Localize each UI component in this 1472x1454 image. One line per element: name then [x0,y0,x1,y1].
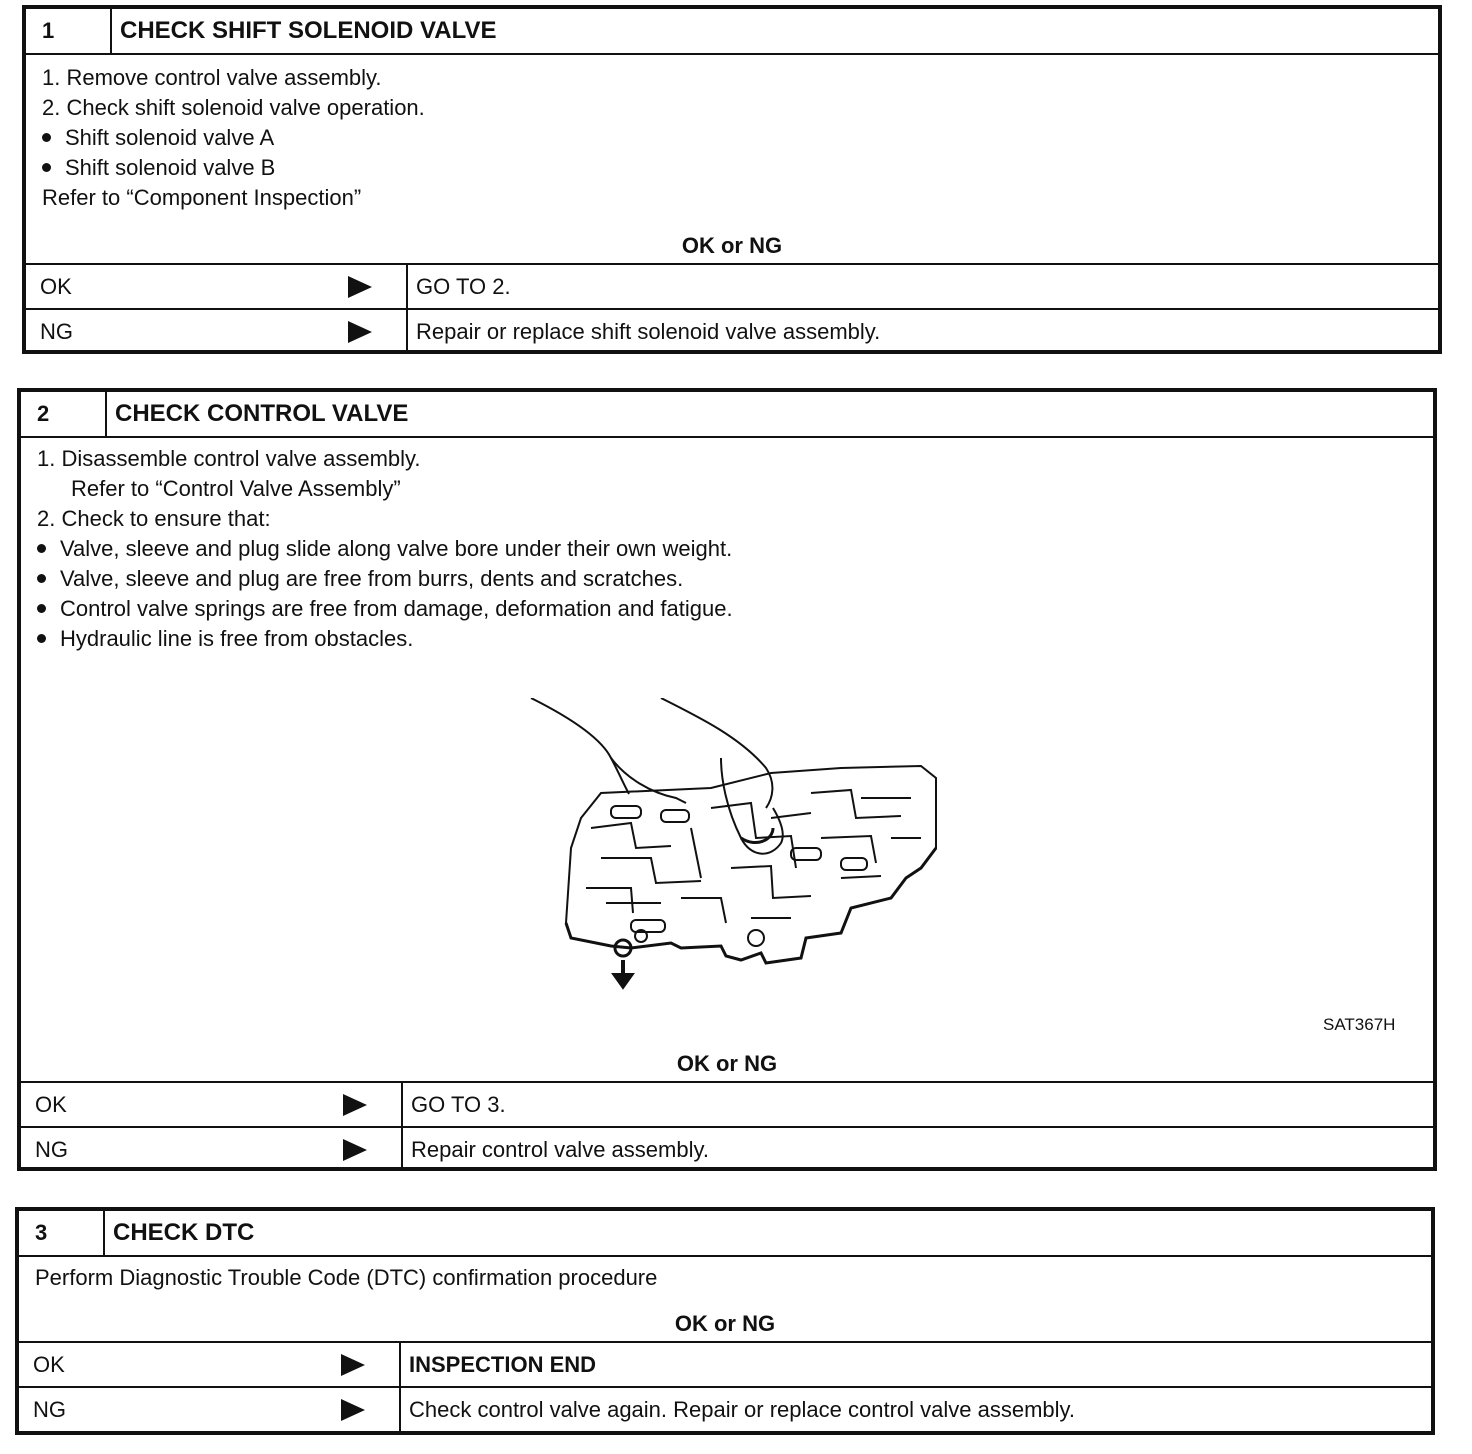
ok-or-ng-label: OK or NG [681,233,783,258]
arrow-right-icon [348,276,372,298]
ng-row [21,1126,1433,1171]
ok-or-ng-label: OK or NG [676,1051,778,1076]
control-valve-illustration [511,698,971,1018]
step-1-instructions [26,55,1438,229]
step-title: CHECK DTC [113,1219,255,1246]
ng-label: NG [33,1396,66,1422]
ok-label: OK [40,273,72,299]
ng-label: NG [35,1136,68,1162]
ng-label: NG [40,318,73,344]
instruction-line: Perform Diagnostic Trouble Code (DTC) confirmation procedure [35,1265,658,1290]
instruction-line: Refer to “Control Valve Assembly” [71,476,401,501]
step-2-header [21,392,1433,438]
instruction-line: Refer to “Component Inspection” [42,185,362,210]
ng-action: Repair control valve assembly. [411,1136,709,1162]
ok-label: OK [33,1351,65,1377]
bullet-item: Control valve springs are free from damage, deformation and fatigue. [37,594,1433,624]
step-number: 1 [26,9,112,53]
ok-label: OK [35,1091,67,1117]
instruction-line: 2. Check shift solenoid valve operation. [42,95,425,120]
ok-or-ng-label: OK or NG [674,1311,776,1336]
ng-row [26,308,1438,353]
ok-row [26,263,1438,308]
arrow-right-icon [343,1139,367,1161]
ok-action: INSPECTION END [409,1351,597,1377]
step-title: CHECK CONTROL VALVE [115,400,409,427]
instruction-line: 1. Disassemble control valve assembly. [37,446,421,471]
step-number: 2 [21,392,107,436]
step-2-instructions [21,438,1433,1047]
ng-row [19,1386,1431,1431]
bullet-item: Valve, sleeve and plug are free from burrs, dents and scratches. [37,564,1433,594]
bullet-item: Hydraulic line is free from obstacles. [37,624,1433,654]
figure-code: SAT367H [1323,1015,1396,1034]
arrow-right-icon [348,321,372,343]
ok-action: GO TO 2. [416,273,511,299]
bullet-item: Valve, sleeve and plug slide along valve bore under their own weight. [37,534,1433,564]
step-1-header [26,9,1438,55]
step-number: 3 [19,1211,105,1255]
arrow-right-icon [341,1354,365,1376]
bullet-item: Shift solenoid valve B [42,153,1438,183]
step-1-box [22,5,1442,354]
step-3-header [19,1211,1431,1257]
step-2-box [17,388,1437,1171]
step-title: CHECK SHIFT SOLENOID VALVE [120,17,497,44]
instruction-line: 2. Check to ensure that: [37,506,271,531]
ng-action: Check control valve again. Repair or replace control valve assembly. [409,1396,1076,1422]
ok-row [19,1341,1431,1386]
arrow-right-icon [343,1094,367,1116]
arrow-right-icon [341,1399,365,1421]
bullet-item: Shift solenoid valve A [42,123,1438,153]
step-3-box [15,1207,1435,1435]
ok-action: GO TO 3. [411,1091,506,1117]
ng-action: Repair or replace shift solenoid valve assembly. [416,318,881,344]
instruction-line: 1. Remove control valve assembly. [42,65,382,90]
step-3-instructions [19,1257,1431,1307]
ok-row [21,1081,1433,1126]
